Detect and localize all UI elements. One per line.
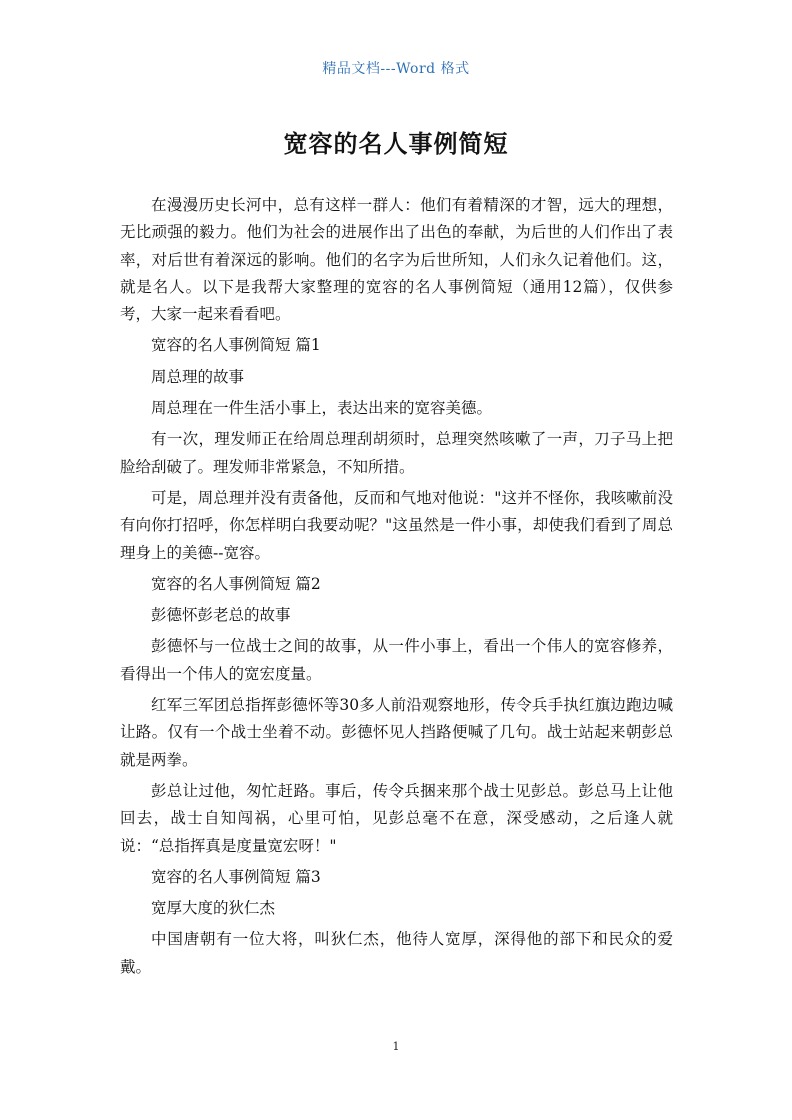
header-text: 精品文档---Word 格式 bbox=[322, 61, 470, 77]
section-heading: 宽容的名人事例简短 篇1 bbox=[151, 336, 321, 355]
body-paragraph: 有一次，理发师正在给周总理刮胡须时，总理突然咳嗽了一声，刀子马上把脸给刮破了。理发师非常紧急，不知所措。 bbox=[120, 430, 673, 476]
document-body bbox=[120, 192, 673, 981]
story-title: 周总理的故事 bbox=[151, 367, 245, 386]
story-title: 彭德怀彭老总的故事 bbox=[151, 606, 291, 625]
section-heading: 宽容的名人事例简短 篇2 bbox=[151, 574, 321, 593]
body-paragraph: 周总理在一件生活小事上，表达出来的宽容美德。 bbox=[151, 399, 493, 418]
body-paragraph: 彭德怀与一位战士之间的故事，从一件小事上，看出一个伟人的宽容修养，看得出一个伟人的宽宏度量。 bbox=[120, 637, 673, 683]
page-number: 1 bbox=[392, 1040, 400, 1053]
body-paragraph: 可是，周总理并没有责备他，反而和气地对他说："这并不怪你，我咳嗽前没有向你打招呼，你怎样明白我要动呢？"这虽然是一件小事，却使我们看到了周总理身上的美德--宽容。 bbox=[120, 488, 673, 562]
document-title: 宽容的名人事例简短 bbox=[283, 129, 509, 158]
body-paragraph: 红军三军团总指挥彭德怀等30多人前沿观察地形，传令兵手执红旗边跑边喊让路。仅有一个战士坐着不动。彭德怀见人挡路便喊了几句。战士站起来朝彭总就是两拳。 bbox=[120, 696, 673, 769]
story-title: 宽厚大度的狄仁杰 bbox=[151, 899, 276, 918]
intro-paragraph: 在漫漫历史长河中，总有这样一群人：他们有着精深的才智，远大的理想，无比顽强的毅力。他们为社会的进展作出了出色的奉献，为后世的人们作出了表率，对后世有着深远的影响。他们的名字为后世所知，人们永久记着他们。这，就是名人。以下是我帮大家整理的宽容的名人事例简短（通用12篇），仅供参考，大家一起来看看吧。 bbox=[120, 196, 673, 324]
body-paragraph: 中国唐朝有一位大将，叫狄仁杰，他待人宽厚，深得他的部下和民众的爱戴。 bbox=[120, 930, 673, 976]
section-heading: 宽容的名人事例简短 篇3 bbox=[151, 867, 321, 886]
body-paragraph: 彭总让过他，匆忙赶路。事后，传令兵捆来那个战士见彭总。彭总马上让他回去，战士自知闯祸，心里可怕，见彭总毫不在意，深受感动，之后逢人就说：“总指挥真是度量宽宏呀！" bbox=[120, 781, 673, 855]
